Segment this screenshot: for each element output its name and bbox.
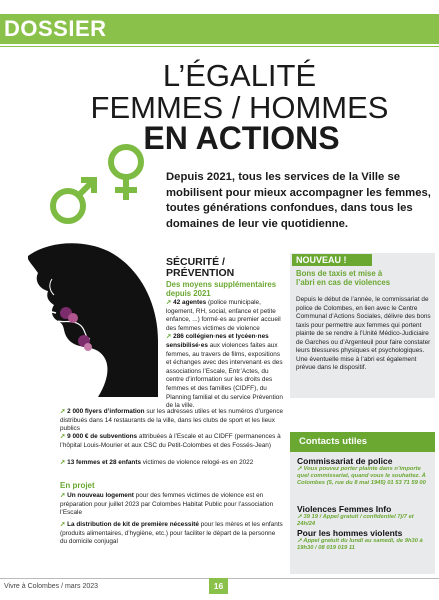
title-line-1: L’ÉGALITÉ (162, 58, 317, 93)
contacts-panel (290, 432, 435, 574)
page-number: 16 (209, 578, 228, 594)
arrow-icon: ➚ (60, 459, 66, 466)
contact-3 (297, 528, 431, 552)
contact-2-detail: 39 19 / Appel gratuit / confidentiel 7j/7 et 24h/24 (297, 514, 414, 527)
contact-2-title: Violences Femmes Info (297, 504, 392, 514)
projet-label: En projet (60, 481, 95, 490)
arrow-icon: ➚ (297, 514, 304, 520)
male-symbol-icon (53, 180, 94, 221)
silhouette-illustration (28, 241, 158, 397)
item-4-bold: 9 000 € de subventions (67, 433, 138, 440)
nouveau-subtitle: Bons de taxis et mise à l’abri en cas de violences (296, 269, 391, 287)
nouveau-body: Depuis le début de l’année, le commissariat de police de Colombes, en lien avec le Centre Communal d’Actions Sociales, délivre des bons taxis pour permettre aux femmes qui portent plainte de se rendre à l’Unité Médico-Judiciaire de Garches ou d’Argenteuil pour faire constater leurs blessures physiques et psychologiques. Une éventuelle mise à l’abri est également prévue dans le dispositif. (296, 296, 431, 371)
contact-1-title: Commissariat de police (297, 456, 393, 466)
arrow-icon: ➚ (297, 466, 304, 472)
securite-subtitle: Des moyens supplémentaires depuis 2021 (166, 280, 277, 298)
item-2-bold: 286 collégien·nes et lycéen·nes sensibilisé·es (166, 333, 269, 349)
contact-2 (297, 504, 431, 528)
contact-3-text (297, 538, 431, 552)
securite-item-2 (166, 333, 284, 410)
arrow-icon: ➚ (60, 492, 66, 499)
contact-3-title: Pour les hommes violents (297, 528, 403, 538)
item-2-text: aux violences faites aux femmes, au travers de films, expositions et échanges avec des intervenant·es des associations l’Escale, Entr’Actes, du centre d’information sur les droits des femmes et des familles (CIDFF), du Planning familial et du service Prévention de la ville. (166, 341, 283, 410)
projet-2-bold: La distribution de kit de première nécessité (67, 521, 199, 528)
securite-title-1: SÉCURITÉ / (166, 256, 225, 268)
securite-item-5 (60, 459, 284, 468)
item-5-bold: 13 femmes et 28 enfants (67, 459, 142, 466)
securite-item-3 (60, 408, 284, 434)
projet-1-bold: Un nouveau logement (67, 492, 134, 499)
projet-item-1 (60, 492, 284, 518)
section-label: DOSSIER (4, 16, 107, 41)
arrow-icon: ➚ (60, 521, 66, 528)
contacts-label: Contacts utiles (299, 436, 368, 447)
securite-title-2: PRÉVENTION (166, 267, 235, 279)
item-3-bold: 2 000 flyers d’information (67, 408, 145, 415)
projet-2-text: pour les mères et les enfants (produits alimentaires, d’hygiène, etc.) pour faciliter le départ de la personne du domicile conjugal (60, 521, 283, 546)
arrow-icon: ➚ (166, 333, 172, 341)
female-symbol-icon (111, 147, 141, 200)
footer-publication: Vivre à Colombes / mars 2023 (4, 583, 99, 590)
title-line-2: FEMMES / HOMMES (90, 90, 389, 125)
arrow-icon: ➚ (297, 538, 304, 544)
contact-2-text (297, 514, 431, 528)
projet-item-2 (60, 521, 284, 547)
securite-section (166, 257, 284, 411)
header-divider (0, 46, 439, 47)
contact-1 (297, 456, 431, 487)
title-line-3: EN ACTIONS (143, 120, 340, 156)
item-5-text: victimes de violence relogé·es en 2022 (141, 459, 254, 466)
contact-1-text (297, 466, 431, 487)
contacts-header (290, 432, 435, 452)
intro-text: Depuis 2021, tous les services de la Ville se mobilisent pour mieux accompagner les femmes, toutes générations confondues, dans tous les domaines de leur vie quotidienne. (166, 171, 431, 230)
securite-item-4 (60, 433, 284, 450)
securite-item-1 (166, 299, 284, 333)
projet-1-text: pour des femmes victimes de violence est en préparation pour juillet 2023 par Colombes Habitat Public pour l’association l’Escale (60, 492, 274, 517)
item-1-bold: 42 agentes (173, 299, 207, 306)
item-3-text: sur les adresses utiles et les numéros d’urgence distribués dans 14 restaurants de la ville, dans les clubs de sport et les lieux publics (60, 408, 284, 433)
arrow-icon: ➚ (60, 408, 66, 415)
contact-1-detail: Vous pouvez porter plainte dans n’importe quel commissariat, quand vous le souhaitez. À Colombes (5, rue du 8 mai 1945) 01 53 71 59 00 (297, 466, 426, 486)
item-1-text: (police municipale, logement, RH, social, enfance et petite enfance, ...) formé·es au premier accueil des femmes victimes de violence (166, 299, 281, 332)
gender-symbols (48, 142, 163, 227)
contact-3-detail: Appel gratuit du lundi au samedi, de 9h30 à 19h30 / 08 019 019 11 (297, 538, 423, 551)
item-4-text: attribuées à l’Escale et au CIDFF (permanences à l’hôpital Louis-Mourier et aux CSC du Petit-Colombes et des Fossés-Jean) (60, 433, 281, 449)
arrow-icon: ➚ (166, 299, 172, 306)
arrow-icon: ➚ (60, 433, 66, 440)
nouveau-label: NOUVEAU ! (292, 254, 372, 266)
